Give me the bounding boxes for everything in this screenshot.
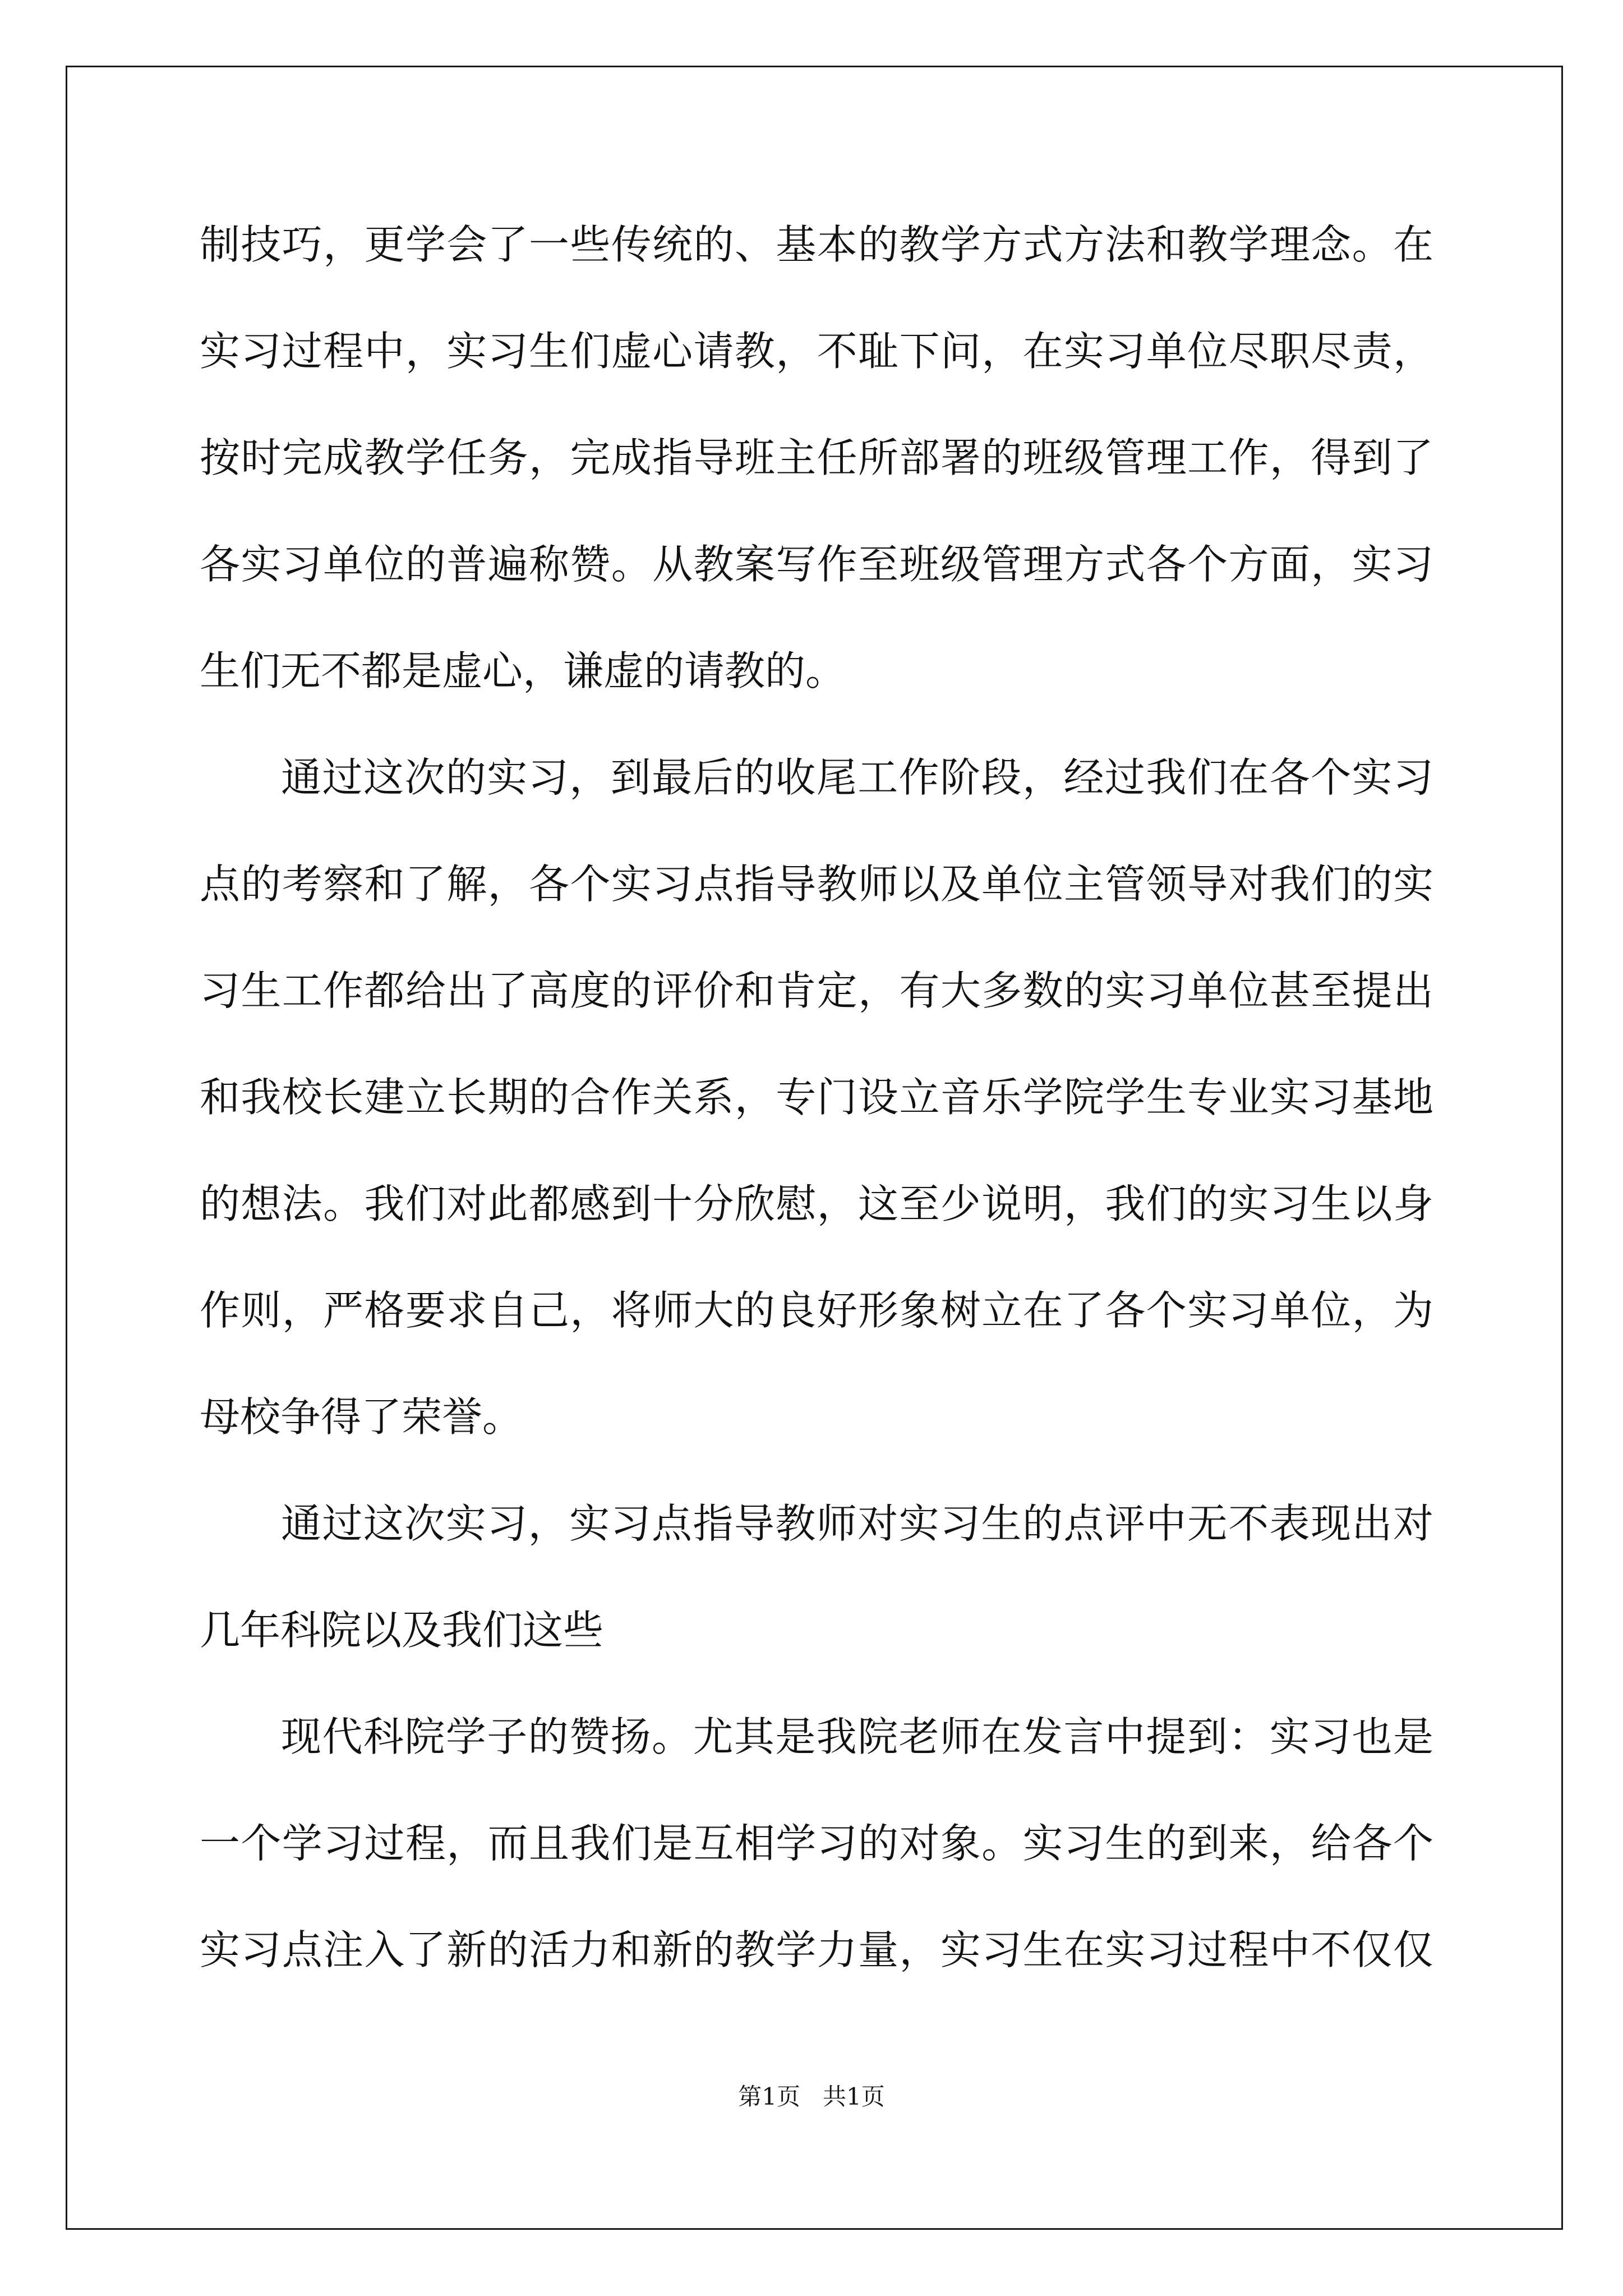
text-line: 各实习单位的普遍称赞。从教案写作至班级管理方式各个方面，实习 [200,541,1433,588]
text-line: 生们无不都是虚心，谦虚的请教的。 [200,647,846,694]
text-line: 按时完成教学任务，完成指导班主任所部署的班级管理工作，得到了 [200,434,1433,481]
text-line: 制技巧，更学会了一些传统的、基本的教学方式方法和教学理念。在 [200,221,1433,268]
text-line: 的想法。我们对此都感到十分欣慰，这至少说明，我们的实习生以身 [200,1180,1433,1227]
text-line: 实习点注入了新的活力和新的教学力量，实习生在实习过程中不仅仅 [200,1926,1433,1973]
text-line: 点的考察和了解，各个实习点指导教师以及单位主管领导对我们的实 [200,861,1433,908]
text-line: 习生工作都给出了高度的评价和肯定，有大多数的实习单位甚至提出 [200,967,1433,1014]
paragraph-first-line: 现代科院学子的赞扬。尤其是我院老师在发言中提到：实习也是 [281,1713,1433,1760]
page-border [66,66,1563,2230]
text-line: 几年科院以及我们这些 [200,1607,604,1654]
text-line: 实习过程中，实习生们虚心请教，不耻下问，在实习单位尽职尽责， [200,328,1433,375]
text-line: 母校争得了荣誉。 [200,1393,523,1441]
text-line: 和我校长建立长期的合作关系，专门设立音乐学院学生专业实习基地 [200,1074,1433,1121]
paragraph-first-line: 通过这次的实习，到最后的收尾工作阶段，经过我们在各个实习 [281,754,1433,801]
text-line: 一个学习过程，而且我们是互相学习的对象。实习生的到来，给各个 [200,1820,1433,1867]
text-line: 作则，严格要求自己，将师大的良好形象树立在了各个实习单位，为 [200,1287,1433,1334]
page-footer: 第1页 共1页 [738,2083,885,2110]
paragraph-first-line: 通过这次实习，实习点指导教师对实习生的点评中无不表现出对 [281,1500,1433,1547]
